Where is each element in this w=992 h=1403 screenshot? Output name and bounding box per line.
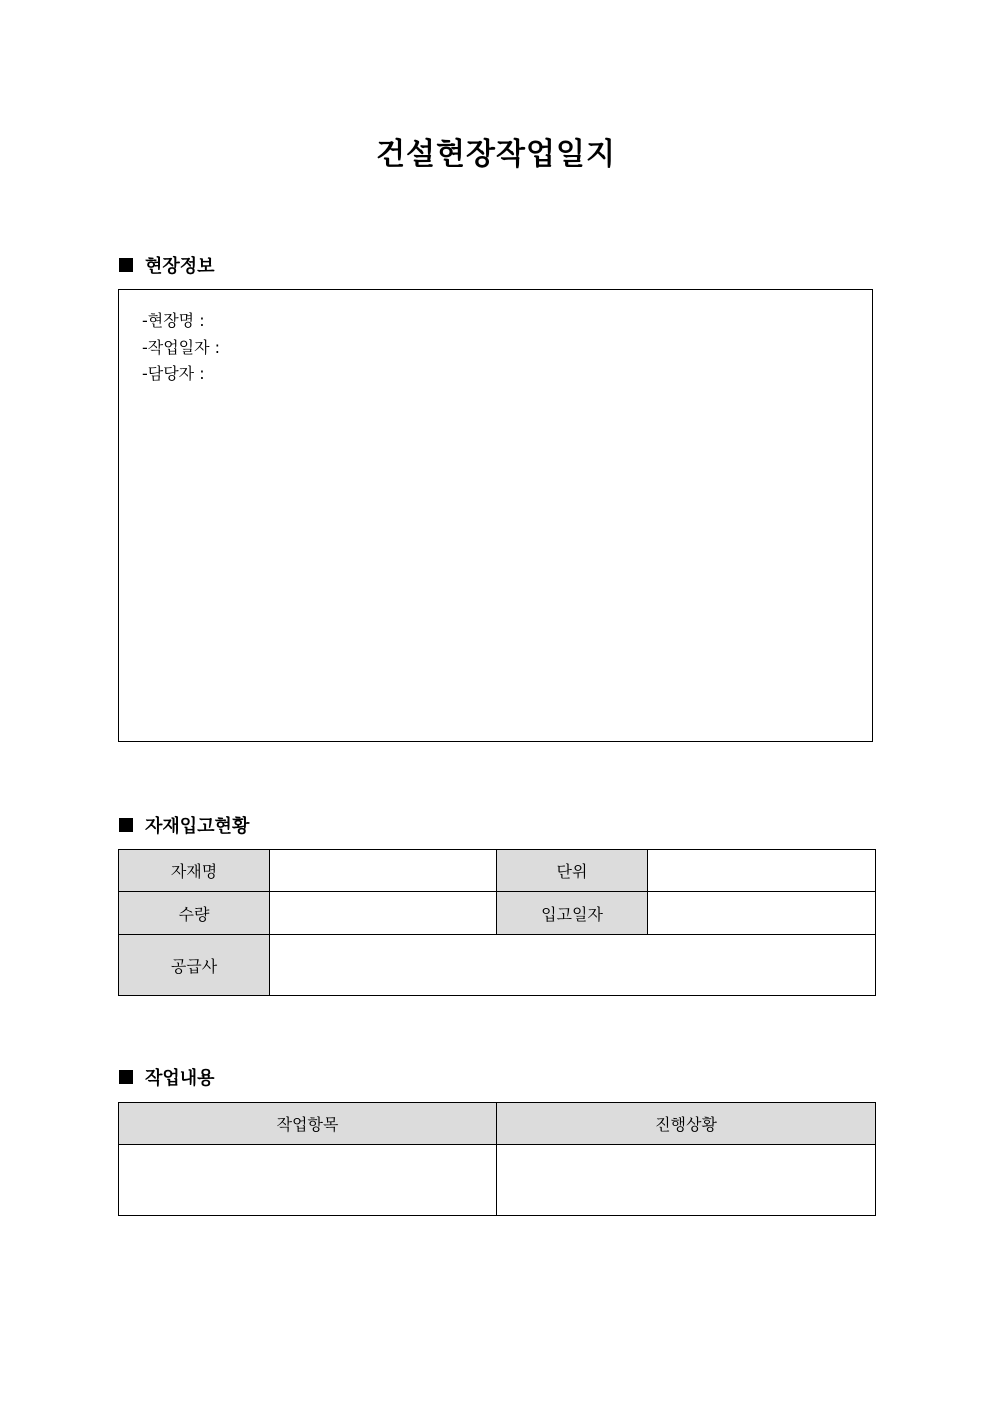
supplier-field[interactable] (270, 935, 876, 996)
square-bullet-icon (119, 1070, 133, 1084)
square-bullet-icon (119, 818, 133, 832)
progress-header: 진행상황 (497, 1103, 876, 1145)
site-name-line: -현장명 : (142, 311, 205, 330)
work-item-header: 작업항목 (119, 1103, 497, 1145)
manager-line: -담당자 : (142, 364, 205, 383)
square-bullet-icon (119, 258, 133, 272)
work-date-line: -작업일자 : (142, 337, 221, 357)
document-title: 건설현장작업일지 (376, 137, 616, 172)
work-heading-label: 작업내용 (145, 1068, 215, 1089)
quantity-field[interactable] (270, 892, 497, 935)
quantity-label: 수량 (119, 892, 270, 935)
unit-label: 단위 (497, 850, 648, 892)
site-info-box[interactable] (118, 289, 873, 742)
table-row (119, 850, 876, 892)
progress-cell[interactable] (497, 1145, 876, 1216)
work-heading (119, 1065, 215, 1089)
site-info-heading (119, 253, 215, 277)
supplier-label: 공급사 (119, 935, 270, 996)
table-header-row (119, 1103, 876, 1145)
material-name-field[interactable] (270, 850, 497, 892)
work-item-cell[interactable] (119, 1145, 497, 1216)
materials-heading (119, 813, 249, 837)
material-name-label: 자재명 (119, 850, 270, 892)
work-table (118, 1102, 876, 1216)
materials-table (118, 849, 876, 996)
table-row (119, 1145, 876, 1216)
unit-field[interactable] (648, 850, 876, 892)
receipt-date-field[interactable] (648, 892, 876, 935)
receipt-date-label: 입고일자 (497, 892, 648, 935)
table-row (119, 892, 876, 935)
site-info-heading-label: 현장정보 (145, 256, 215, 277)
materials-heading-label: 자재입고현황 (145, 816, 250, 837)
table-row (119, 935, 876, 996)
